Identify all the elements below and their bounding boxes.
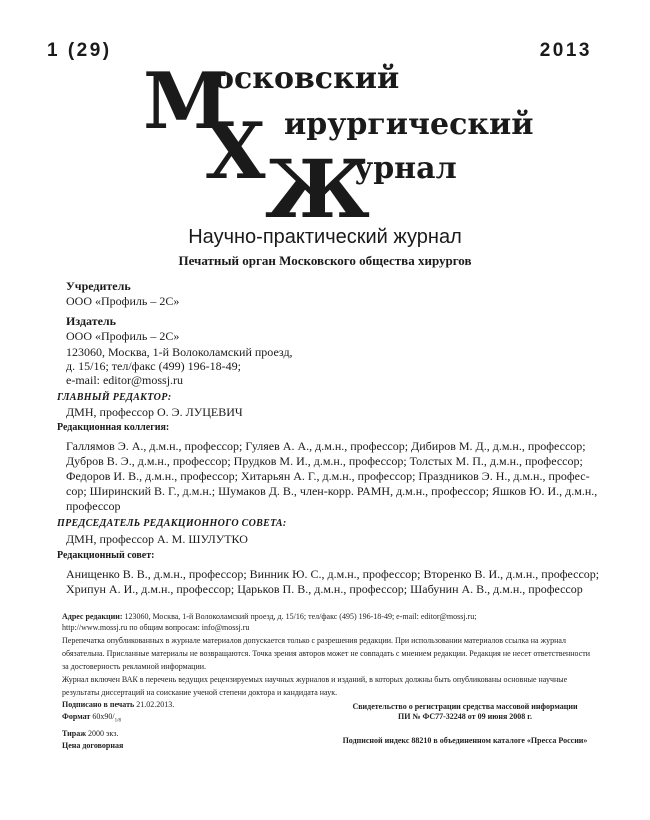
imprint	[62, 699, 174, 752]
issue-number: 1 (29)	[47, 40, 112, 61]
title-word-zhurnal: урнал	[354, 151, 457, 186]
editorial-board-line: Галлямов Э. А., д.м.н., профессор; Гуляев А. А., д.м.н., профессор; Дибиров М. Д., д.м.н., профессор;	[66, 439, 586, 453]
editorial-board-list	[66, 439, 611, 514]
subscription-index: Подписной индекс 88210 в объединенном каталоге «Пресса России»	[342, 736, 588, 745]
title-initial-kh: Х	[205, 106, 266, 197]
imprint-format-value: 60х90/	[92, 712, 115, 721]
founder-label: Учредитель	[66, 279, 131, 293]
council-chair-label: ПРЕДСЕДАТЕЛЬ РЕДАКЦИОННОГО СОВЕТА:	[57, 518, 287, 529]
editorial-board-line: Дубров В. Э., д.м.н., профессор; Прудков М. И., д.м.н., профессор; Толстых М. П., д.м.н., профессор;	[66, 454, 583, 468]
editorial-web: http://www.mossj.ru по общим вопросам: info@mossj.ru	[62, 623, 250, 632]
fine-print-line: обязательна. Присланные материалы не возвращаются. Точка зрения авторов может не совпадать с мнением редакции. Редакция не несет ответственности	[62, 649, 591, 658]
fine-print-line: за достоверность рекламной информации.	[62, 662, 207, 671]
chief-editor-label: ГЛАВНЫЙ РЕДАКТОР:	[57, 392, 172, 403]
fine-print-line: результаты диссертаций на соискание ученой степени доктора и кандидата наук.	[62, 688, 338, 697]
publisher-address-line1: 123060, Москва, 1-й Волоколамский проезд,	[66, 345, 293, 359]
council-label: Редакционный совет:	[57, 550, 155, 561]
title-word-khirurgichesky: ирургический	[284, 107, 534, 142]
imprint-print-run-label: Тираж	[62, 728, 86, 738]
title-initial-zh: Ж	[265, 142, 370, 236]
imprint-format-label: Формат	[62, 712, 91, 721]
publisher-email: e-mail: editor@mossj.ru	[66, 373, 184, 387]
council-line: Хрипун А. И., д.м.н., профессор; Царьков П. В., д.м.н., профессор; Шабунин А. В., д.м.н., профессор	[66, 582, 583, 596]
journal-subtitle: Научно-практический журнал	[188, 226, 462, 248]
editorial-address-text: 123060, Москва, 1-й Волоколамский проезд, д. 15/16; тел/факс (495) 196-18-49; e-mail: editor@mossj.ru;	[124, 612, 477, 621]
fine-print-line: Журнал включен ВАК в перечень ведущих рецензируемых научных журналов и изданий, в которых должны быть опубликованы основные научные	[62, 675, 568, 684]
editorial-address-label: Адрес редакции:	[62, 612, 123, 621]
fine-print-notes	[62, 634, 627, 699]
founder-name: ООО «Профиль – 2С»	[66, 294, 180, 308]
publisher-address-line2: д. 15/16; тел/факс (499) 196-18-49;	[66, 359, 241, 373]
imprint-print-run-value: 2000 экз.	[88, 728, 119, 738]
issue-year: 2013	[539, 40, 592, 61]
editorial-board-line: профессор	[66, 499, 121, 513]
editorial-board-line: Федоров И. В., д.м.н., профессор; Хитарьян А. Г., д.м.н., профессор; Праздников Э. Н., д.м.н., профес-	[66, 469, 590, 483]
title-initial-m: М	[143, 56, 230, 147]
imprint-format	[62, 711, 174, 728]
imprint-format-sub: 1/8	[114, 718, 121, 724]
imprint-price: Цена договорная	[62, 740, 124, 750]
imprint-signed-label: Подписано в печать	[62, 700, 135, 709]
editorial-board-label: Редакционная коллегия:	[57, 422, 170, 433]
publisher-name: ООО «Профиль – 2С»	[66, 329, 180, 343]
editorial-board-line: сор; Ширинский В. Г., д.м.н.; Шумаков Д. В., член-корр. РАМН, д.м.н., профессор; Яшков Ю. И., д.м.н.,	[66, 484, 598, 498]
council-list	[66, 567, 611, 597]
journal-organ: Печатный орган Московского общества хирургов	[178, 253, 472, 268]
fine-print-line: Перепечатка опубликованных в журнале материалов допускается только с разрешения редакции. При использовании материалов ссылка на журнал	[62, 636, 567, 645]
imprint-signed	[62, 699, 174, 711]
council-line: Анищенко В. В., д.м.н., профессор; Винник Ю. С., д.м.н., профессор; Вторенко В. И., д.м.н., профессор;	[66, 567, 600, 581]
title-word-moskovsky: осковский	[214, 61, 400, 96]
imprint-signed-date: 21.02.2013.	[136, 700, 175, 709]
council-chair-name: ДМН, профессор А. М. ШУЛУТКО	[66, 532, 248, 546]
imprint-print-run	[62, 728, 174, 740]
publisher-label: Издатель	[66, 314, 116, 328]
chief-editor-name: ДМН, профессор О. Э. ЛУЦЕВИЧ	[66, 405, 243, 419]
registration-line1: Свидетельство о регистрации средства массовой информации	[352, 702, 578, 711]
registration-line2: ПИ № ФС77-32248 от 09 июня 2008 г.	[397, 712, 532, 721]
